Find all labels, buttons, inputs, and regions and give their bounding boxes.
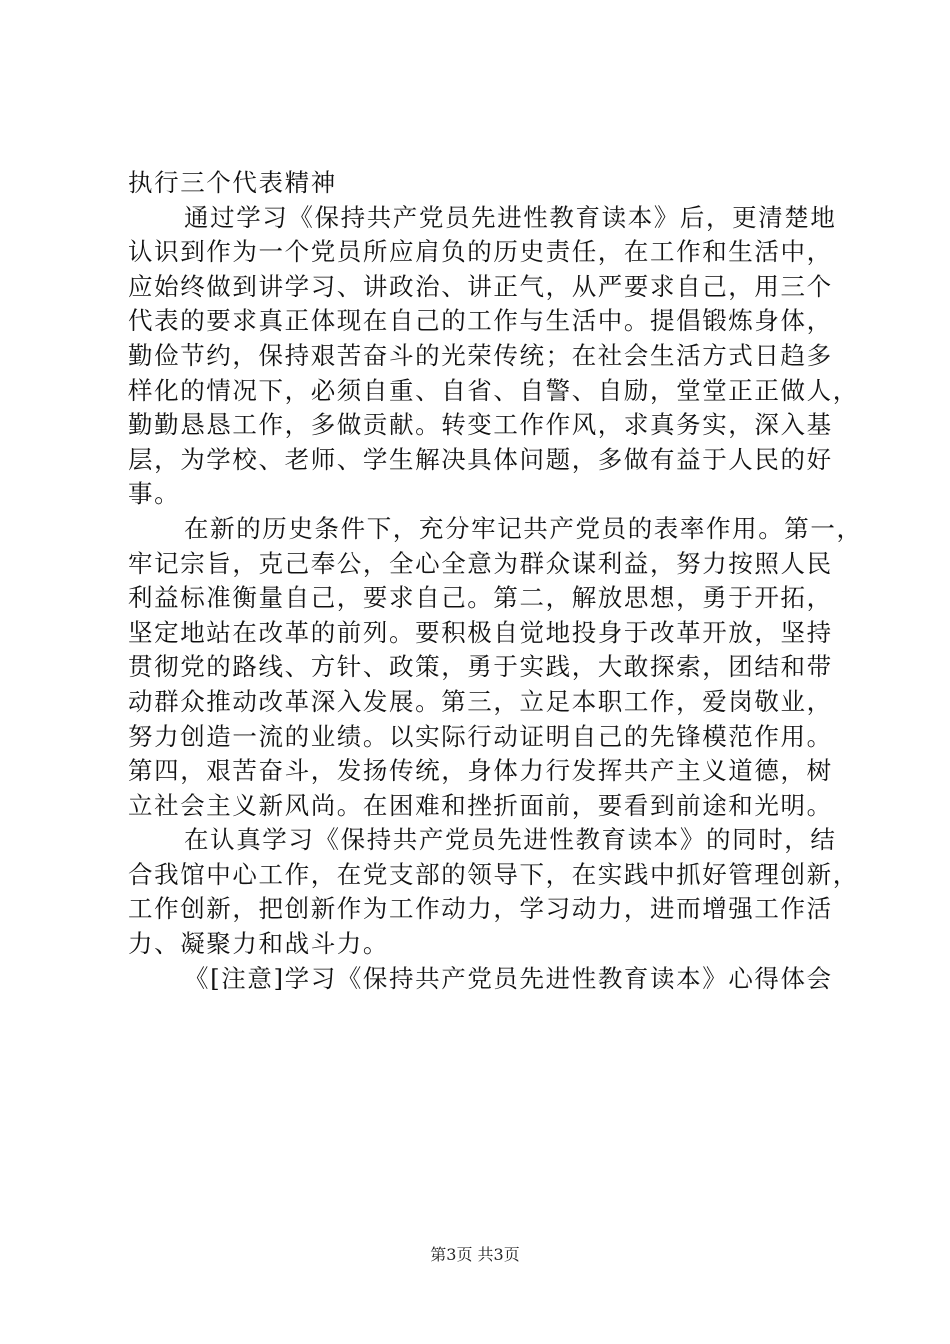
page-number: 第3页 共3页 xyxy=(430,1245,520,1264)
text-line: 执行三个代表精神 xyxy=(128,168,337,197)
text-line: 层，为学校、老师、学生解决具体问题，多做有益于人民的好 xyxy=(128,444,833,474)
paragraph-start-line: 在新的历史条件下，充分牢记共产党员的表率作用。第一， xyxy=(184,513,863,543)
text-line: 立社会主义新风尚。在困难和挫折面前，要看到前途和光明。 xyxy=(128,790,833,820)
text-line: 动群众推动改革深入发展。第三，立足本职工作，爱岗敬业， xyxy=(128,686,833,716)
text-line: 第四，艰苦奋斗，发扬传统，身体力行发挥共产主义道德，树 xyxy=(128,756,833,786)
paragraph-start-line: 通过学习《保持共产党员先进性教育读本》后，更清楚地 xyxy=(184,202,837,232)
paragraph-start-line: 在认真学习《保持共产党员先进性教育读本》的同时，结 xyxy=(184,825,837,855)
text-line: 力、凝聚力和战斗力。 xyxy=(128,929,389,959)
text-line: 事。 xyxy=(128,479,181,509)
document-body xyxy=(128,166,863,996)
text-line: 工作创新，把创新作为工作动力，学习动力，进而增强工作活 xyxy=(128,894,833,924)
text-line: 坚定地站在改革的前列。要积极自觉地投身于改革开放，坚持 xyxy=(128,617,833,647)
text-line: 样化的情况下，必须自重、自省、自警、自励，堂堂正正做人， xyxy=(128,375,859,405)
text-line: 勤俭节约，保持艰苦奋斗的光荣传统；在社会生活方式日趋多 xyxy=(128,340,833,370)
text-line: 合我馆中心工作，在党支部的领导下，在实践中抓好管理创新， xyxy=(128,859,859,889)
page-footer xyxy=(0,1244,950,1266)
text-line: 牢记宗旨，克己奉公，全心全意为群众谋利益，努力按照人民 xyxy=(128,548,833,578)
text-line: 代表的要求真正体现在自己的工作与生活中。提倡锻炼身体， xyxy=(128,306,833,336)
text-line: 认识到作为一个党员所应肩负的历史责任，在工作和生活中， xyxy=(128,237,833,267)
text-line: 利益标准衡量自己，要求自己。第二，解放思想，勇于开拓， xyxy=(128,583,833,613)
document-title-line: 《[注意]学习《保持共产党员先进性教育读本》心得体会 xyxy=(184,963,833,993)
text-line: 努力创造一流的业绩。以实际行动证明自己的先锋模范作用。 xyxy=(128,721,833,751)
text-line: 应始终做到讲学习、讲政治、讲正气，从严要求自己，用三个 xyxy=(128,271,833,301)
text-line: 贯彻党的路线、方针、政策，勇于实践，大敢探索，团结和带 xyxy=(128,652,833,682)
text-line: 勤勤恳恳工作，多做贡献。转变工作作风，求真务实，深入基 xyxy=(128,410,833,440)
